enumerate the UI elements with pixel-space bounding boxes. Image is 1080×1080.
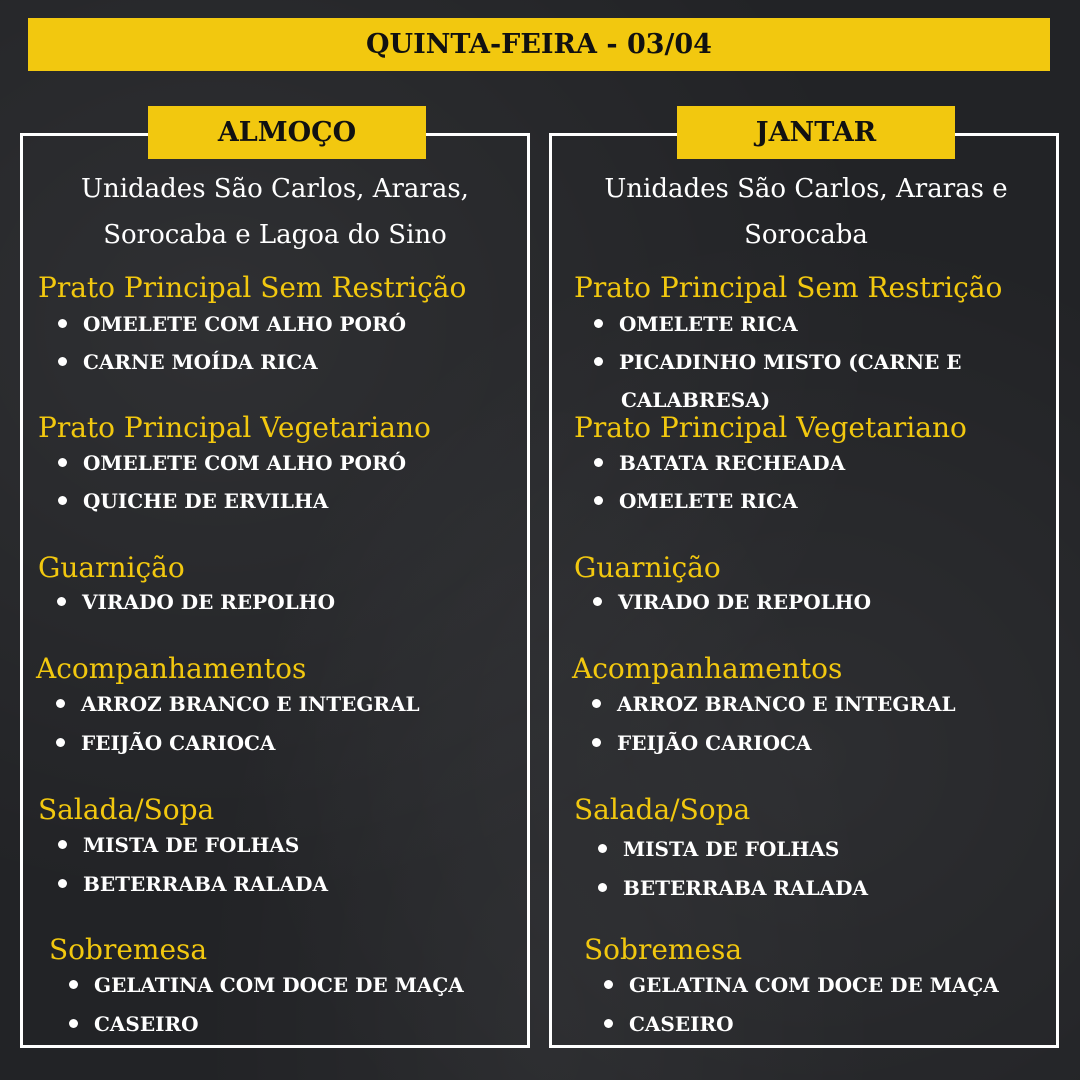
bullet-icon [58,319,67,328]
bullet-icon [58,357,67,366]
dinner-list-item: BETERRABA RALADA [598,869,868,907]
dinner-units: Unidades São Carlos, Araras e Sorocaba [604,174,1008,250]
bullet-icon [69,1019,78,1028]
lunch-list-item: FEIJÃO CARIOCA [56,724,275,762]
dinner-list-item: GELATINA COM DOCE DE MAÇA [604,966,999,1004]
bullet-icon [58,458,67,467]
bullet-icon [594,319,603,328]
lunch-list-item: BETERRABA RALADA [58,865,328,903]
bullet-icon [592,738,601,747]
lunch-list-item: OMELETE COM ALHO PORÓ [58,305,406,343]
bullet-icon [598,883,607,892]
bullet-icon [594,357,603,366]
lunch-list-item: CASEIRO [69,1005,199,1043]
dinner-section-title: Prato Principal Sem Restrição [574,271,1003,304]
lunch-list-item: VIRADO DE REPOLHO [57,583,335,621]
dinner-list-item: VIRADO DE REPOLHO [593,583,871,621]
dinner-section-title: Sobremesa [584,933,743,966]
dinner-list-item: ARROZ BRANCO E INTEGRAL [592,685,956,723]
bullet-icon [56,699,65,708]
lunch-tab-label: ALMOÇO [217,117,357,148]
bullet-icon [57,597,66,606]
dinner-section-title: Prato Principal Vegetariano [574,411,967,444]
lunch-section-title: Acompanhamentos [36,652,307,685]
bullet-icon [598,844,607,853]
dinner-section-title: Acompanhamentos [572,652,843,685]
lunch-list-item: GELATINA COM DOCE DE MAÇA [69,966,464,1004]
bullet-icon [604,1019,613,1028]
dinner-tab [677,106,955,159]
bullet-icon [593,597,602,606]
bullet-icon [58,496,67,505]
dinner-list-item: MISTA DE FOLHAS [598,830,839,868]
lunch-list-item: MISTA DE FOLHAS [58,826,299,864]
lunch-section-title: Sobremesa [49,933,208,966]
lunch-list-item: QUICHE DE ERVILHA [58,482,328,520]
bullet-icon [604,980,613,989]
bullet-icon [58,840,67,849]
lunch-list-item: CARNE MOÍDA RICA [58,343,318,381]
bullet-icon [69,980,78,989]
dinner-list-item: CASEIRO [604,1005,734,1043]
dinner-list-item: OMELETE RICA [594,305,798,343]
dinner-list-item: FEIJÃO CARIOCA [592,724,811,762]
bullet-icon [594,458,603,467]
lunch-tab [148,106,426,159]
dinner-list-item: OMELETE RICA [594,482,798,520]
date-title: QUINTA-FEIRA - 03/04 [366,29,712,60]
lunch-section-title: Prato Principal Vegetariano [38,411,431,444]
lunch-list-item: OMELETE COM ALHO PORÓ [58,444,406,482]
dinner-list-item: BATATA RECHEADA [594,444,845,482]
lunch-section-title: Guarnição [38,551,185,584]
dinner-tab-label: JANTAR [755,117,877,148]
lunch-section-title: Salada/Sopa [38,793,215,826]
bullet-icon [58,879,67,888]
date-banner [28,18,1050,71]
dinner-section-title: Salada/Sopa [574,793,751,826]
bullet-icon [592,699,601,708]
dinner-list-item: PICADINHO MISTO (CARNE E CALABRESA) [594,343,1021,419]
lunch-section-title: Prato Principal Sem Restrição [38,271,467,304]
lunch-list-item: ARROZ BRANCO E INTEGRAL [56,685,420,723]
lunch-units: Unidades São Carlos, Araras, Sorocaba e Lagoa do Sino [81,174,469,250]
bullet-icon [594,496,603,505]
bullet-icon [56,738,65,747]
dinner-section-title: Guarnição [574,551,721,584]
